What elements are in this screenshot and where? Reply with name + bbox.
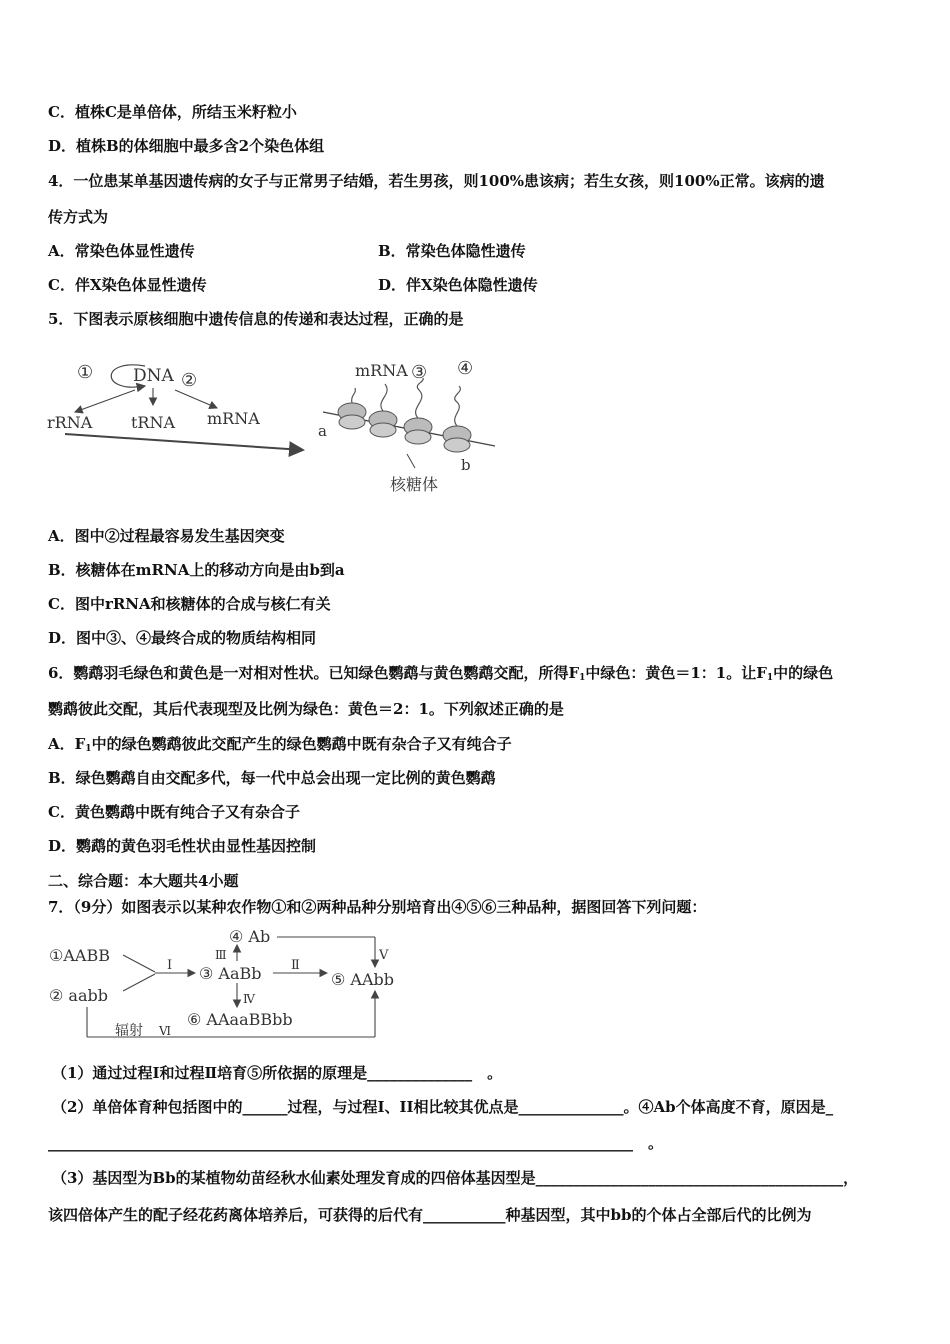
q6-stem-part3: 中的绿色 bbox=[773, 664, 834, 682]
q4-option-d: D．伴X染色体隐性遗传 bbox=[378, 276, 538, 294]
q6-stem-line2: 鹦鹉彼此交配，其后代表现型及比例为绿色：黄色＝2：1。下列叙述正确的是 bbox=[48, 700, 564, 718]
q7-fig-radiation: 辐射 bbox=[115, 1023, 143, 1039]
q6-option-a bbox=[48, 734, 512, 759]
q5-fig-label-a: a bbox=[318, 422, 327, 440]
q7-fig-roman-6: Ⅵ bbox=[159, 1024, 172, 1038]
q7-fig-roman-2: Ⅱ bbox=[291, 958, 300, 973]
q5-stem: 5．下图表示原核细胞中遗传信息的传递和表达过程，正确的是 bbox=[48, 310, 464, 328]
q5-fig-label-b: b bbox=[461, 456, 471, 474]
q6-subscript: 1 bbox=[85, 744, 92, 754]
q4-option-b: B．常染色体隐性遗传 bbox=[378, 242, 526, 260]
q5-option-a: A．图中②过程最容易发生基因突变 bbox=[48, 527, 285, 545]
q4-option-a: A．常染色体显性遗传 bbox=[48, 242, 195, 260]
q5-option-b: B．核糖体在mRNA上的移动方向是由b到a bbox=[48, 561, 345, 579]
q5-fig-circle4: ④ bbox=[457, 358, 474, 379]
q5-option-d: D．图中③、④最终合成的物质结构相同 bbox=[48, 629, 317, 647]
q6-option-d: D．鹦鹉的黄色羽毛性状由显性基因控制 bbox=[48, 837, 317, 855]
q7-fig-roman-5: Ⅴ bbox=[379, 948, 389, 963]
q7-sub2-line1: （2）单倍体育种包括图中的______过程，与过程I、II相比较其优点是______________。④Ab个体高度不育，原因是_ bbox=[52, 1098, 834, 1116]
q5-fig-ribosome: 核糖体 bbox=[390, 475, 439, 494]
q5-figure bbox=[45, 350, 505, 500]
q5-fig-mrna-top: mRNA bbox=[355, 361, 408, 380]
q6-subscript: 1 bbox=[766, 673, 774, 683]
q6-subscript: 1 bbox=[579, 673, 586, 683]
section-heading: 二、综合题：本大题共4小题 bbox=[48, 872, 239, 890]
q5-fig-circle3: ③ bbox=[411, 362, 428, 383]
q5-fig-mrna: mRNA bbox=[207, 409, 260, 428]
q6-option-c: C．黄色鹦鹉中既有纯合子又有杂合子 bbox=[48, 803, 300, 821]
q7-fig-node6: ⑥ AAaaBBbb bbox=[187, 1010, 293, 1029]
q7-stem: 7．（9分）如图表示以某种农作物①和②两种品种分别培育出④⑤⑥三种品种，据图回答下列问题： bbox=[48, 898, 707, 916]
q7-sub1: （1）通过过程Ⅰ和过程Ⅱ培育⑤所依据的原理是______________ 。 bbox=[52, 1064, 503, 1082]
q7-fig-node4: ④ Ab bbox=[229, 927, 271, 946]
q3-option-d: D．植株B的体细胞中最多含2个染色体组 bbox=[48, 137, 325, 155]
q7-fig-parent2: ② aabb bbox=[49, 986, 108, 1005]
q5-fig-circle2: ② bbox=[181, 370, 198, 391]
q6-stem-line1 bbox=[48, 663, 833, 688]
q7-fig-parent1: ①AABB bbox=[49, 946, 110, 965]
q5-option-c: C．图中rRNA和核糖体的合成与核仁有关 bbox=[48, 595, 331, 613]
q4-stem-line1: 4．一位患某单基因遗传病的女子与正常男子结婚，若生男孩，则100%患该病；若生女孩，则100%正常。该病的遗 bbox=[48, 172, 825, 190]
q7-sub2-line2: ______________________________________________________________________________ 。 bbox=[48, 1134, 664, 1152]
q7-fig-roman-3: Ⅲ bbox=[215, 948, 227, 962]
q5-fig-rrna: rRNA bbox=[47, 413, 93, 432]
q4-stem-line2: 传方式为 bbox=[48, 208, 109, 226]
q3-option-c: C．植株C是单倍体，所结玉米籽粒小 bbox=[48, 103, 297, 121]
q7-fig-roman-1: Ⅰ bbox=[167, 958, 173, 973]
q5-fig-dna: DNA bbox=[133, 366, 174, 386]
q7-figure bbox=[45, 925, 415, 1045]
q6-option-b: B．绿色鹦鹉自由交配多代，每一代中总会出现一定比例的黄色鹦鹉 bbox=[48, 769, 496, 787]
q7-fig-node5: ⑤ AAbb bbox=[331, 970, 395, 989]
q6-option-a-prefix: A．F bbox=[48, 735, 86, 753]
q5-fig-circle1: ① bbox=[77, 362, 94, 383]
q7-sub3-line2: 该四倍体产生的配子经花药离体培养后，可获得的后代有___________种基因型，其中bb的个体占全部后代的比例为 bbox=[48, 1206, 812, 1224]
q6-stem-part2: 中绿色：黄色＝1：1。让F bbox=[585, 664, 767, 682]
q7-sub3-line1: （3）基因型为Bb的某植物幼苗经秋水仙素处理发育成的四倍体基因型是_________________________________________， bbox=[52, 1169, 859, 1187]
q6-stem-part1: 6．鹦鹉羽毛绿色和黄色是一对相对性状。已知绿色鹦鹉与黄色鹦鹉交配，所得F bbox=[48, 664, 580, 682]
q7-fig-node3: ③ AaBb bbox=[199, 964, 262, 983]
q5-fig-trna: tRNA bbox=[131, 413, 176, 432]
q4-option-c: C．伴X染色体显性遗传 bbox=[48, 276, 207, 294]
q7-fig-roman-4: Ⅳ bbox=[243, 992, 255, 1006]
q6-option-a-text: 中的绿色鹦鹉彼此交配产生的绿色鹦鹉中既有杂合子又有纯合子 bbox=[91, 735, 512, 753]
